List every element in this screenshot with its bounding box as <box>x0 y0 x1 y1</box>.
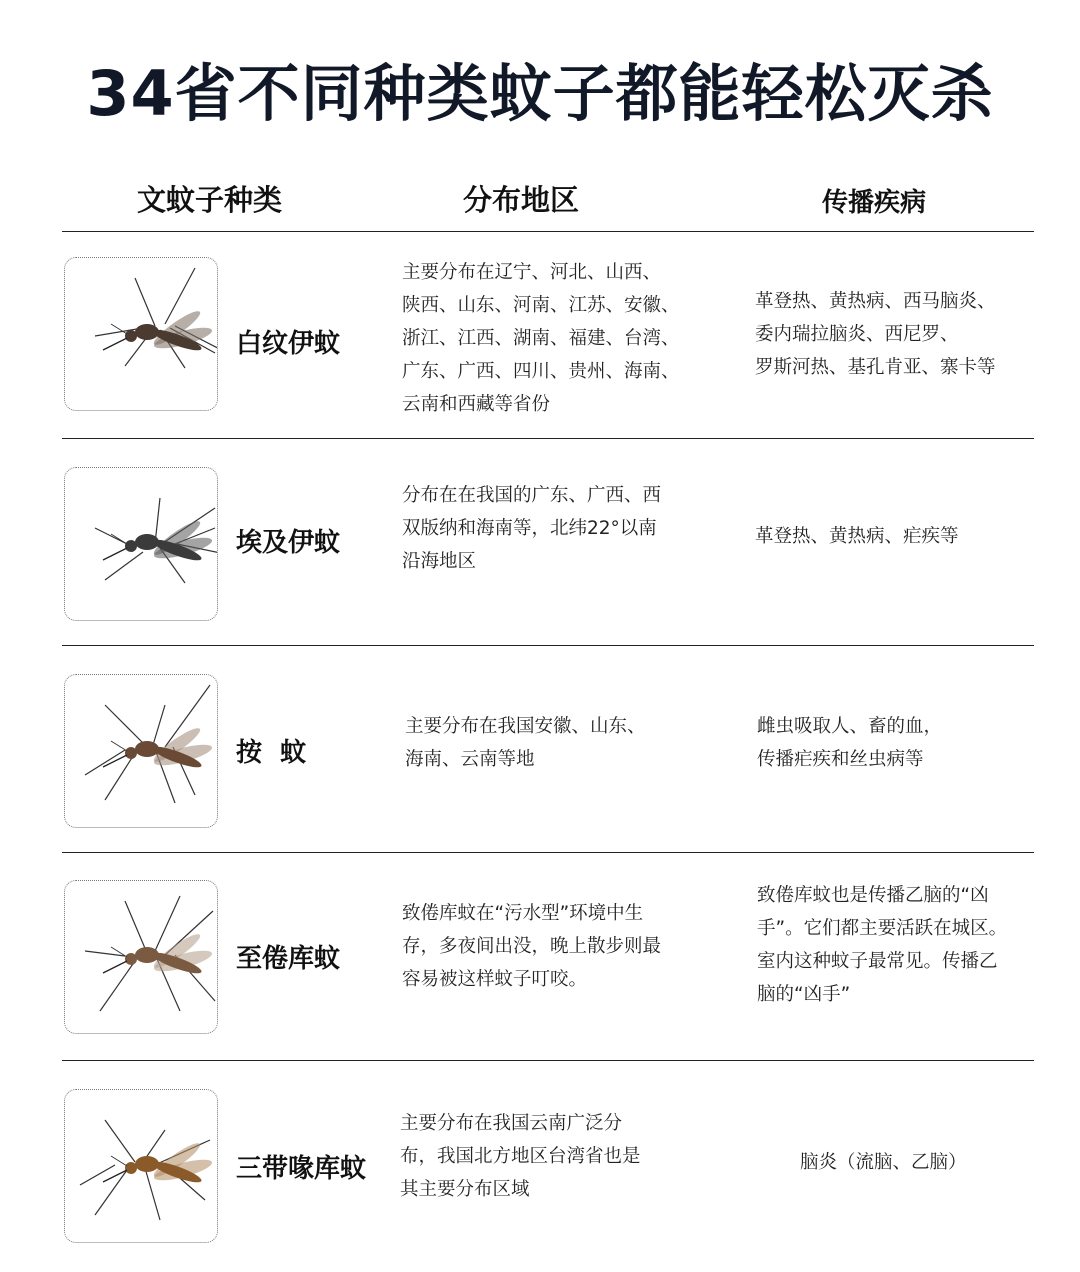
distribution-line: 海南、云南等地 <box>405 749 535 770</box>
distribution-text <box>402 897 702 996</box>
table-row <box>0 232 1080 439</box>
row-divider <box>62 852 1034 853</box>
distribution-text <box>405 710 705 776</box>
mosquito-photo <box>64 880 218 1034</box>
disease-text <box>757 879 1042 1011</box>
species-name: 至倦库蚊 <box>236 944 341 974</box>
row-divider <box>62 645 1034 646</box>
disease-line: 脑炎（流脑、乙脑） <box>800 1152 967 1173</box>
distribution-line: 存，多夜间出没，晚上散步则最 <box>402 936 662 957</box>
distribution-line: 云南和西藏等省份 <box>402 394 551 415</box>
distribution-line: 布，我国北方地区台湾省也是 <box>400 1146 641 1167</box>
distribution-line: 广东、广西、四川、贵州、海南、 <box>402 361 680 382</box>
mosquito-photo <box>64 257 218 411</box>
distribution-line: 主要分布在辽宁、河北、山西、 <box>402 262 662 283</box>
distribution-line: 致倦库蚊在“污水型”环境中生 <box>402 903 644 924</box>
distribution-line: 双版纳和海南等，北纬22°以南 <box>402 518 657 539</box>
disease-line: 雌虫吸取人、畜的血， <box>757 716 943 737</box>
disease-line: 脑的“凶手” <box>757 984 851 1005</box>
disease-text <box>757 710 1042 776</box>
disease-line: 传播疟疾和丝虫病等 <box>757 749 924 770</box>
disease-line: 手”。它们都主要活跃在城区。 <box>757 918 1008 939</box>
distribution-line: 陕西、山东、河南、江苏、安徽、 <box>402 295 680 316</box>
page-title: 34省不同种类蚊子都能轻松灭杀 <box>86 57 994 130</box>
disease-text <box>755 285 1040 384</box>
disease-line: 革登热、黄热病、西马脑炎、 <box>755 291 996 312</box>
species-name: 白纹伊蚊 <box>236 329 341 359</box>
mosquito-photo <box>64 467 218 621</box>
disease-line: 罗斯河热、基孔肯亚、寨卡等 <box>755 357 996 378</box>
disease-line: 委内瑞拉脑炎、西尼罗、 <box>755 324 959 345</box>
row-divider <box>62 438 1034 439</box>
distribution-text <box>402 479 702 578</box>
distribution-line: 主要分布在我国云南广泛分 <box>400 1113 623 1134</box>
column-header-type: 文蚊子种类 <box>137 183 283 217</box>
distribution-line: 沿海地区 <box>402 551 477 572</box>
table-row <box>0 439 1080 646</box>
distribution-text <box>402 256 702 421</box>
distribution-line: 主要分布在我国安徽、山东、 <box>405 716 646 737</box>
species-name: 三带喙库蚊 <box>236 1154 367 1184</box>
species-name: 埃及伊蚊 <box>236 528 341 558</box>
column-header-region: 分布地区 <box>463 183 580 217</box>
disease-line: 室内这种蚊子最常见。传播乙 <box>757 951 998 972</box>
disease-text <box>755 520 1040 553</box>
mosquito-photo <box>64 1089 218 1243</box>
distribution-line: 浙江、江西、湖南、福建、台湾、 <box>402 328 680 349</box>
row-divider <box>62 1060 1034 1061</box>
disease-line: 致倦库蚊也是传播乙脑的“凶 <box>757 885 989 906</box>
distribution-text <box>400 1107 700 1206</box>
species-name: 按 蚊 <box>236 738 307 768</box>
distribution-line: 分布在在我国的广东、广西、西 <box>402 485 662 506</box>
mosquito-photo <box>64 674 218 828</box>
distribution-line: 容易被这样蚊子叮咬。 <box>402 969 588 990</box>
table-header <box>0 172 1080 222</box>
disease-text <box>800 1146 1080 1179</box>
disease-line: 革登热、黄热病、疟疾等 <box>755 526 959 547</box>
column-header-disease: 传播疾病 <box>822 188 927 218</box>
distribution-line: 其主要分布区域 <box>400 1179 530 1200</box>
table-row <box>0 853 1080 1060</box>
table-row <box>0 1061 1080 1268</box>
table-row <box>0 646 1080 853</box>
